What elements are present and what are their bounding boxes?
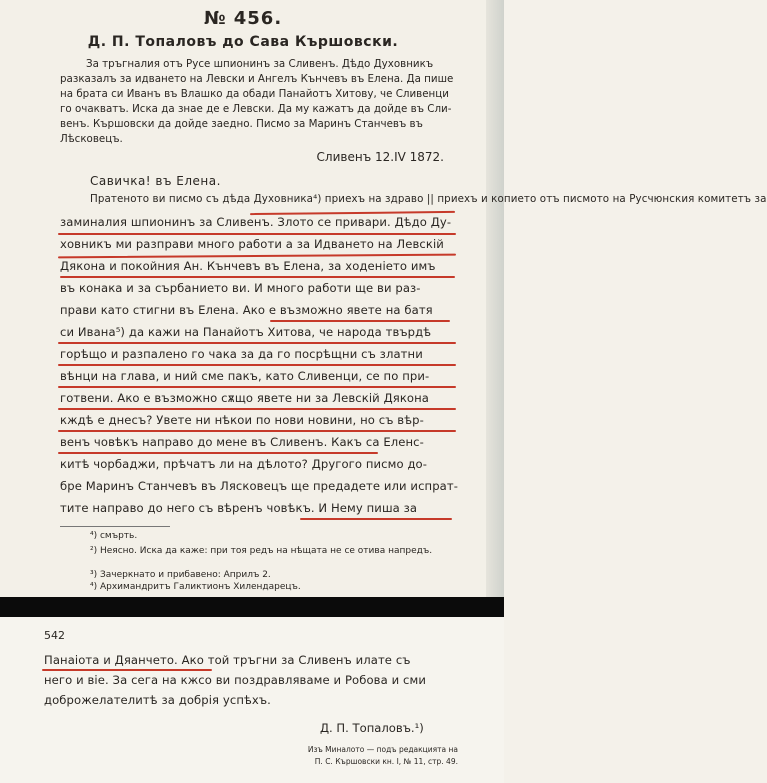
footnote: ⁴) Архимандритъ Галиктионъ Хилендарецъ. xyxy=(90,582,301,592)
page-edge-strip xyxy=(486,0,504,597)
body-line: доброжелателитѣ за добрiя успѣхъ. xyxy=(44,693,271,707)
annotation-underline xyxy=(42,669,212,671)
annotation-underline xyxy=(58,254,456,259)
source-note: П. С. Кършовски кн. I, № 11, стр. 49. xyxy=(314,757,458,766)
letter-date: Сливенъ 12.IV 1872. xyxy=(316,150,444,164)
body-line: бре Маринъ Станчевъ въ Лясковецъ ще предадете или испрат- xyxy=(60,479,459,493)
body-line: горѣщо и разпалено го чака за да го посрѣщни съ златни xyxy=(60,347,423,361)
footnote: ²) Неясно. Иска да каже: при тоя редъ на нѣщата не се отива напредъ. xyxy=(90,546,433,556)
footnote: ⁴) смърть. xyxy=(90,531,138,541)
source-note: Изъ Миналото — подъ редакцията на xyxy=(307,745,458,754)
annotation-underline xyxy=(58,364,456,366)
body-line: заминалия шпионинъ за Сливенъ. Злото се привари. Дѣдо Ду- xyxy=(60,215,452,229)
body-line: Пратеното ви писмо съ дѣда Духовника⁴) приехъ на здраво || приехъ и копието отъ писмото на Русчюнския комитетъ за xyxy=(90,193,767,205)
summary-line: За тръгналия отъ Русе шпионинъ за Сливенъ. Дѣдо Духовникъ xyxy=(86,58,434,70)
body-line: венъ човѣкъ направо до мене въ Сливенъ. Какъ са Еленс- xyxy=(60,435,424,449)
document-title: Д. П. Топаловъ до Сава Кършовски. xyxy=(87,34,399,50)
summary-line: венъ. Кършовски да дойде заедно. Писмо за Маринъ Станчевъ въ xyxy=(60,118,423,130)
footnote-rule xyxy=(60,526,170,527)
annotation-underline xyxy=(58,408,456,410)
body-line: тите направо до него съ вѣренъ човѣкъ. И Нему пиша за xyxy=(60,501,418,515)
body-line: въ конака и за сърбанието ви. И много работи ще ви раз- xyxy=(60,281,421,295)
document-page-2 xyxy=(0,617,504,783)
body-line: прави като стигни въ Елена. Ако е възможно явете на батя xyxy=(60,303,433,317)
summary-line: на брата си Иванъ въ Влашко да обади Панайотъ Хитову, че Сливенци xyxy=(60,88,449,100)
annotation-underline xyxy=(58,430,456,432)
page-separator xyxy=(0,597,504,617)
letter-greeting: Савичка! въ Елена. xyxy=(90,174,221,188)
body-line: Дякона и покойния Ан. Кънчевъ въ Елена, за ходенiето имъ xyxy=(60,259,436,273)
annotation-underline xyxy=(60,276,455,278)
body-line: си Ивана⁵) да кажи на Панайотъ Хитова, че народа твърдѣ xyxy=(60,325,432,339)
body-line: кждѣ е днесъ? Увете ни нѣкои по нови новини, но съ вѣр- xyxy=(60,413,424,427)
body-line: него и вiе. За сега на кжсо ви поздравляваме и Робова и сми xyxy=(44,673,426,687)
annotation-underline xyxy=(58,342,456,344)
body-line: Панаiота и Дяанчето. Ако той тръгни за Сливенъ илате съ xyxy=(44,653,411,667)
annotation-underline xyxy=(300,518,452,520)
annotation-underline xyxy=(270,320,450,322)
page-number: 542 xyxy=(44,629,65,642)
body-line: вѣнци на глава, и ний сме пакъ, като Сливенци, се по при- xyxy=(60,369,430,383)
annotation-underline xyxy=(58,233,456,235)
body-line: китѣ чорбаджи, прѣчатъ ли на дѣлото? Другого писмо до- xyxy=(60,457,428,471)
document-number: № 456. xyxy=(203,8,283,29)
annotation-underline xyxy=(58,386,456,388)
footnote: ³) Зачеркнато и прибавено: Априлъ 2. xyxy=(90,570,271,580)
summary-line: Лѣсковецъ. xyxy=(60,133,123,145)
annotation-underline xyxy=(58,452,378,454)
summary-line: разказалъ за идването на Левски и Ангелъ Кънчевъ въ Елена. Да пише xyxy=(60,73,454,85)
body-line: готвени. Ако е възможно сѫщо явете ни за Левскiй Дякона xyxy=(60,391,429,405)
signature: Д. П. Топаловъ.¹) xyxy=(320,721,424,735)
summary-line: го очакватъ. Иска да знае де е Левски. Да му кажатъ да дойде въ Сли- xyxy=(60,103,452,115)
body-line: ховникъ ми разправи много работи а за Идването на Левскiй xyxy=(60,237,444,251)
